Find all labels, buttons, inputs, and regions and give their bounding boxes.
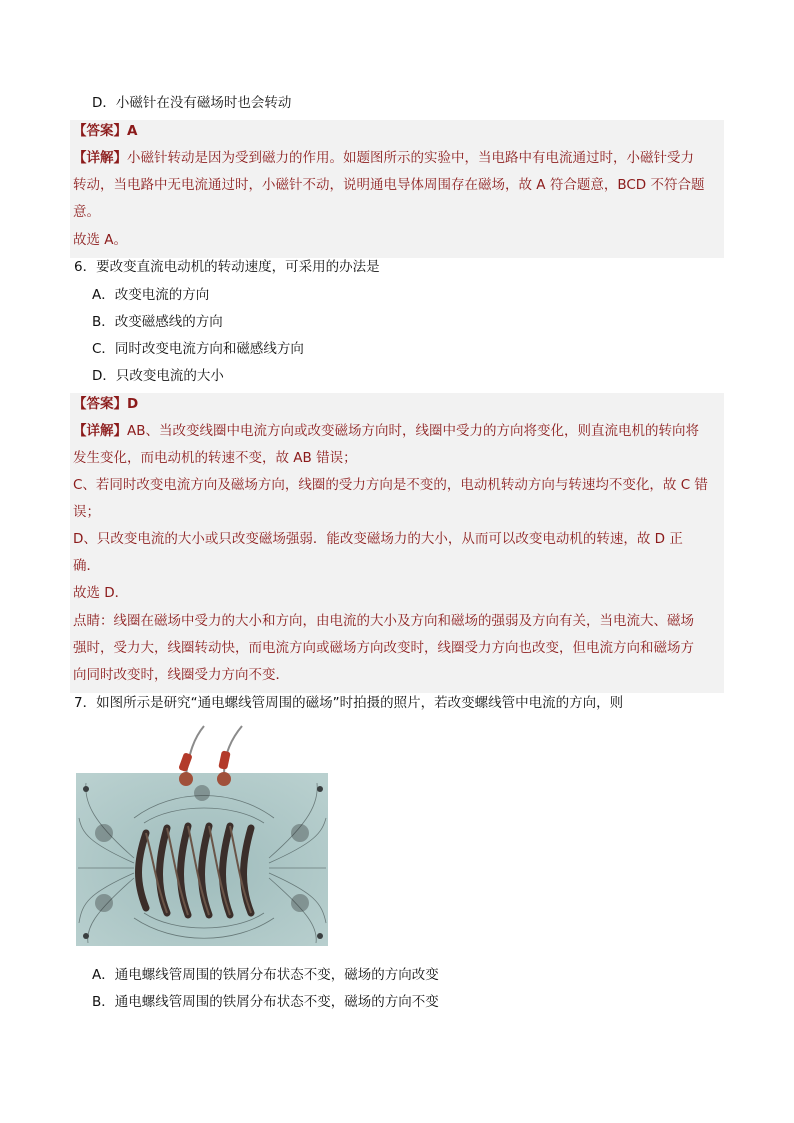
- q6-option-b: B．改变磁感线的方向: [92, 314, 223, 330]
- q6-detail-line-6: 确．: [73, 558, 100, 574]
- q6-option-d: D．只改变电流的大小: [92, 368, 224, 384]
- prev-answer-line: [73, 122, 137, 140]
- answer-value: A: [127, 123, 138, 139]
- answer-value: D: [127, 396, 139, 412]
- q6-detail-line-5: D、只改变电流的大小或只改变磁场强弱．能改变磁场力的大小，从而可以改变电动机的转速，故 D 正: [73, 531, 683, 547]
- detail-tag: 【详解】: [73, 150, 127, 166]
- q6-detail-line-4: 误；: [73, 504, 100, 520]
- q6-note-line-3: 向同时改变时，线圈受力方向不变．: [73, 667, 289, 683]
- q6-option-c: C．同时改变电流方向和磁感线方向: [92, 341, 304, 357]
- q6-detail-line-1: [73, 422, 699, 440]
- q6-note-line-1: 点睛：线圈在磁场中受力的大小和方向，由电流的大小及方向和磁场的强弱及方向有关，当电流大、磁场: [73, 613, 694, 629]
- detail-text: AB、当改变线圈中电流方向或改变磁场方向时，线圈中受力的方向将变化，则直流电机的转向将: [127, 423, 699, 439]
- prev-conclusion: 故选 A。: [73, 232, 128, 248]
- prev-detail-line-1: [73, 149, 694, 167]
- q7-option-a: A．通电螺线管周围的铁屑分布状态不变，磁场的方向改变: [92, 967, 439, 983]
- prev-detail-line-3: 意。: [73, 204, 100, 220]
- solenoid-photo: [74, 723, 330, 948]
- q6-answer-line: [73, 395, 138, 413]
- q6-detail-line-2: 发生变化，而电动机的转速不变，故 AB 错误；: [73, 450, 357, 466]
- q6-note-line-2: 强时，受力大，线圈转动快，而电流方向或磁场方向改变时，线圈受力方向也改变，但电流方向和磁场方: [73, 640, 694, 656]
- detail-text: 小磁针转动是因为受到磁力的作用。如题图所示的实验中，当电路中有电流通过时，小磁针受力: [127, 150, 694, 166]
- q6-stem: 6．要改变直流电动机的转动速度，可采用的办法是: [74, 259, 380, 275]
- detail-tag: 【详解】: [73, 423, 127, 439]
- answer-tag: 【答案】: [73, 123, 127, 139]
- answer-tag: 【答案】: [73, 396, 127, 412]
- q7-stem: 7．如图所示是研究“通电螺线管周围的磁场”时拍摄的照片，若改变螺线管中电流的方向，则: [74, 695, 624, 711]
- q6-detail-line-3: C、若同时改变电流方向及磁场方向，线圈的受力方向是不变的，电动机转动方向与转速均不变化，故 C 错: [73, 477, 708, 493]
- q6-option-a: A．改变电流的方向: [92, 287, 210, 303]
- q6-conclusion: 故选 D．: [73, 585, 129, 601]
- prev-detail-line-2: 转动，当电路中无电流通过时，小磁针不动，说明通电导体周围存在磁场，故 A 符合题意，BCD 不符合题: [73, 177, 705, 193]
- q7-option-b: B．通电螺线管周围的铁屑分布状态不变，磁场的方向不变: [92, 994, 439, 1010]
- prev-option-d: D．小磁针在没有磁场时也会转动: [92, 95, 292, 111]
